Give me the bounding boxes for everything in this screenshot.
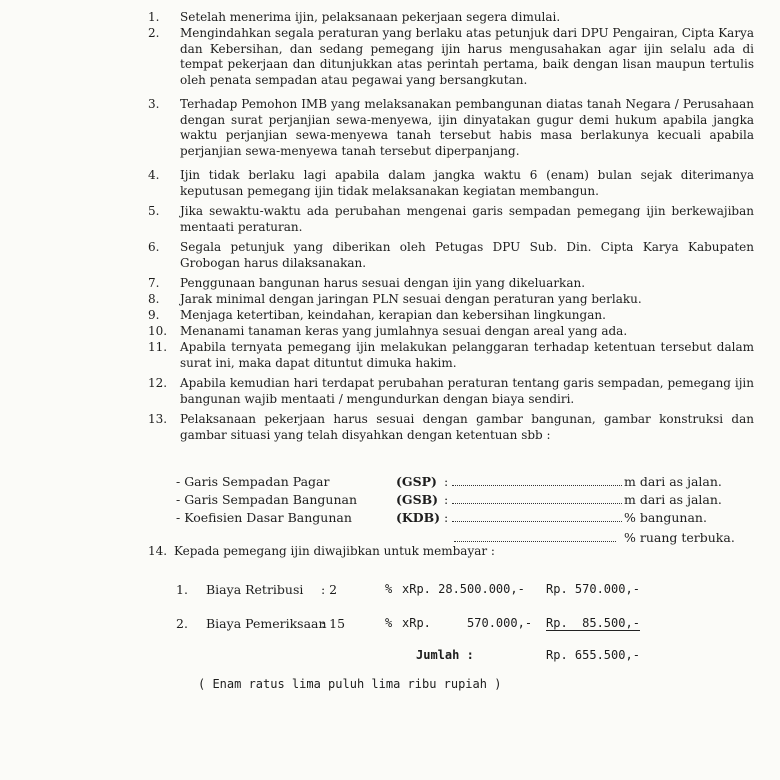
- clause-text: Kepada pemegang ijin diwajibkan untuk membayar :: [174, 544, 495, 558]
- fee-label: Biaya Pemeriksaan: [206, 616, 327, 631]
- clause-number: 13.: [148, 412, 168, 426]
- clause-item: [148, 412, 754, 443]
- clause-text: Apabila kemudian hari terdapat perubahan peraturan tentang garis sempadan, pemegang ijin bangunan wajib mentaati / mengundurkan dengan biaya sendiri.: [180, 376, 754, 406]
- clause-number: 4.: [148, 168, 160, 182]
- clause-text: Jika sewaktu-waktu ada perubahan mengenai garis sempadan pemegang ijin berkewajiban mentaati peraturan.: [180, 204, 754, 234]
- setback-label: - Garis Sempadan Bangunan: [176, 492, 358, 507]
- fee-amount: Rp. 85.500,-: [546, 616, 640, 630]
- clause-item: [148, 308, 754, 324]
- clause-text: Apabila ternyata pemegang ijin melakukan pelanggaran terhadap ketentuan tersebut dalam surat ini, maka dapat dituntut dimuka hakim.: [180, 340, 754, 370]
- clause-number: 9.: [148, 308, 160, 322]
- setback-blank: :: [444, 510, 622, 525]
- clause-text: Terhadap Pemohon IMB yang melaksanakan pembangunan diatas tanah Negara / Perusahaan dengan surat perjanjian sewa-menyewa, ijin dinyatakan gugur demi hukum apabila jangka waktu perjanjian sewa-menyewa tanah tersebut habis masa berlakunya kecuali apabila perjanjian sewa-menyewa tanah tersebut diperpanjang.: [180, 97, 754, 158]
- setback-unit: % ruang terbuka.: [624, 530, 735, 545]
- clause-number: 3.: [148, 97, 160, 111]
- fee-base: xRp. 28.500.000,-: [402, 582, 525, 596]
- clause-item: [148, 10, 754, 26]
- fee-number: 1.: [176, 582, 188, 597]
- clause-text: Mengindahkan segala peraturan yang berlaku atas petunjuk dari DPU Pengairan, Cipta Karya dan Kebersihan, dan sedang pemegang ijin harus mengusahakan agar ijin selalu ada di tempat pekerjaan dan ditunjukkan atas perintah pertama, baik dengan lisan maupun tertulis oleh penata sempadan atau pegawai yang bersangkutan.: [180, 26, 754, 87]
- clause-item: [148, 324, 754, 340]
- clause-number: 8.: [148, 292, 160, 306]
- clause-item: [148, 26, 754, 88]
- clause-number: 5.: [148, 204, 160, 218]
- total-label: Jumlah :: [416, 648, 474, 662]
- clause-item: [148, 376, 754, 407]
- clause-text: Ijin tidak berlaku lagi apabila dalam jangka waktu 6 (enam) bulan sejak diterimanya keputusan pemegang ijin tidak melaksanakan kegiatan membangun.: [180, 168, 754, 198]
- clause-14: [148, 544, 495, 558]
- clause-number: 6.: [148, 240, 160, 254]
- fee-number: 2.: [176, 616, 188, 631]
- setback-blank: :: [444, 492, 622, 507]
- clause-number: 10.: [148, 324, 168, 338]
- clause-item: [148, 292, 754, 308]
- clause-item: [148, 168, 754, 199]
- setback-blank: :: [444, 474, 622, 489]
- fee-rate: : 2: [321, 582, 338, 597]
- clause-text: Jarak minimal dengan jaringan PLN sesuai dengan peraturan yang berlaku.: [180, 292, 642, 306]
- setback-label: - Koefisien Dasar Bangunan: [176, 510, 352, 525]
- fee-amount: Rp. 570.000,-: [546, 582, 640, 596]
- setback-abbr: (KDB): [396, 510, 441, 525]
- clause-number: 11.: [148, 340, 168, 354]
- fee-rate: : 15: [321, 616, 346, 631]
- clause-item: [148, 240, 754, 271]
- clause-text: Menanami tanaman keras yang jumlahnya sesuai dengan areal yang ada.: [180, 324, 628, 338]
- clause-number: 14.: [148, 544, 168, 558]
- clause-number: 7.: [148, 276, 160, 290]
- fee-percent: %: [385, 582, 393, 596]
- fee-percent: %: [385, 616, 393, 630]
- clause-text: Menjaga ketertiban, keindahan, kerapian dan kebersihan lingkungan.: [180, 308, 606, 322]
- total-amount: Rp. 655.500,-: [546, 648, 640, 662]
- clause-text: Pelaksanaan pekerjaan harus sesuai dengan gambar bangunan, gambar konstruksi dan gambar situasi yang telah disyahkan dengan ketentuan sbb :: [180, 412, 754, 442]
- setback-blank: [454, 530, 616, 545]
- setback-unit: m dari as jalan.: [624, 474, 722, 489]
- clause-item: [148, 204, 754, 235]
- clause-number: 1.: [148, 10, 160, 24]
- clause-item: [148, 97, 754, 159]
- setback-unit: m dari as jalan.: [624, 492, 722, 507]
- clause-text: Setelah menerima ijin, pelaksanaan pekerjaan segera dimulai.: [180, 10, 561, 24]
- setback-abbr: (GSP): [396, 474, 437, 489]
- setback-unit: % bangunan.: [624, 510, 707, 525]
- fee-label: Biaya Retribusi: [206, 582, 304, 597]
- setback-abbr: (GSB): [396, 492, 439, 507]
- clause-item: [148, 340, 754, 371]
- setback-label: - Garis Sempadan Pagar: [176, 474, 330, 489]
- clause-text: Penggunaan bangunan harus sesuai dengan ijin yang dikeluarkan.: [180, 276, 586, 290]
- amount-in-words: ( Enam ratus lima puluh lima ribu rupiah ): [198, 677, 502, 691]
- clause-number: 12.: [148, 376, 168, 390]
- clause-number: 2.: [148, 26, 160, 40]
- clause-text: Segala petunjuk yang diberikan oleh Petugas DPU Sub. Din. Cipta Karya Kabupaten Grobogan harus dilaksanakan.: [180, 240, 754, 270]
- clause-item: [148, 276, 754, 292]
- fee-base: xRp. 570.000,-: [402, 616, 533, 630]
